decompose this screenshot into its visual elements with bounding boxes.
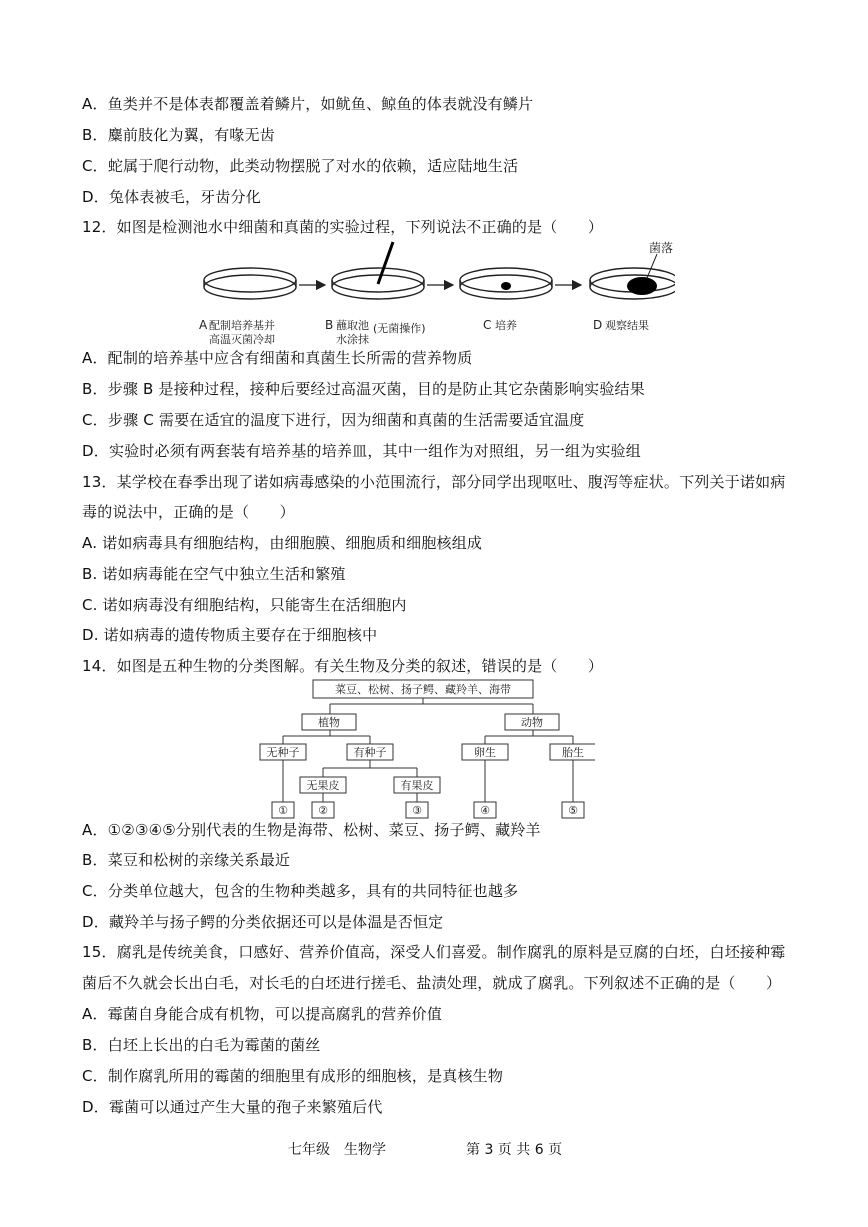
leaf-3-label: ③ xyxy=(412,804,422,817)
has-pericarp-label: 有果皮 xyxy=(400,779,434,792)
q12-experiment-figure xyxy=(195,240,675,345)
cotton-swab-icon xyxy=(378,242,393,284)
no-seed-label: 无种子 xyxy=(266,746,300,759)
leaf-5-label: ⑤ xyxy=(568,804,578,817)
small-colony xyxy=(501,282,511,290)
step-d-letter: D xyxy=(593,318,603,332)
step-c-line1: 培养 xyxy=(495,319,517,332)
q11-option-d: D．兔体表被毛，牙齿分化 xyxy=(82,188,261,206)
oviparous-label: 卵生 xyxy=(474,746,496,759)
petri-dish-b xyxy=(332,242,424,299)
step-b-line2: 水涂抹 xyxy=(336,333,369,345)
step-b-line1: 蘸取池 xyxy=(336,319,369,332)
footer-grade-subject: 七年级 生物学 xyxy=(288,1142,386,1158)
step-d-line1: 观察结果 xyxy=(605,319,649,332)
q12-option-a: A．配制的培养基中应含有细菌和真菌生长所需的营养物质 xyxy=(82,349,473,367)
colony-pointer xyxy=(647,254,657,278)
q11-option-a: A．鱼类并不是体表都覆盖着鳞片，如鱿鱼、鲸鱼的体表就没有鳞片 xyxy=(82,95,534,113)
q12-stem: 12．如图是检测池水中细菌和真菌的实验过程，下列说法不正确的是（ ） xyxy=(82,218,604,236)
colony-label: 菌落 xyxy=(649,241,674,255)
leaf-4-label: ④ xyxy=(480,804,490,817)
has-seed-label: 有种子 xyxy=(353,746,387,759)
footer-page-number: 第 3 页 共 6 页 xyxy=(466,1142,563,1158)
step-a-line1: 配制培养基并 xyxy=(209,319,275,332)
q13-stem-1: 13．某学校在春季出现了诺如病毒感染的小范围流行，部分同学出现呕吐、腹泻等症状。下列关于诺如病 xyxy=(82,473,786,491)
q14-option-a: A．①②③④⑤分别代表的生物是海带、松树、菜豆、扬子鳄、藏羚羊 xyxy=(82,821,541,839)
large-colony xyxy=(627,277,657,295)
plant-label: 植物 xyxy=(318,716,340,729)
q14-option-c: C．分类单位越大，包含的生物种类越多，具有的共同特征也越多 xyxy=(82,882,519,900)
q12-option-d: D．实验时必须有两套装有培养基的培养皿，其中一组作为对照组，另一组为实验组 xyxy=(82,442,641,460)
leaf-2-label: ② xyxy=(318,804,328,817)
q15-option-a: A．霉菌自身能合成有机物，可以提高腐乳的营养价值 xyxy=(82,1005,443,1023)
q13-option-d: D. 诺如病毒的遗传物质主要存在于细胞核中 xyxy=(82,626,378,644)
petri-dish-a xyxy=(204,268,296,299)
leaf-1-label: ① xyxy=(278,804,288,817)
q13-option-c: C. 诺如病毒没有细胞结构，只能寄生在活细胞内 xyxy=(82,596,407,614)
q15-option-b: B．白坯上长出的白毛为霉菌的菌丝 xyxy=(82,1036,321,1054)
no-pericarp-label: 无果皮 xyxy=(306,779,340,792)
q13-option-b: B. 诺如病毒能在空气中独立生活和繁殖 xyxy=(82,565,346,583)
step-c-letter: C xyxy=(483,318,492,332)
q12-option-c: C．步骤 C 需要在适宜的温度下进行，因为细菌和真菌的生活需要适宜温度 xyxy=(82,411,585,429)
q14-option-d: D．藏羚羊与扬子鳄的分类依据还可以是体温是否恒定 xyxy=(82,913,444,931)
step-a-line2: 高温灭菌冷却 xyxy=(209,333,275,345)
step-b-extra: (无菌操作) xyxy=(373,322,426,335)
root-label: 菜豆、松树、扬子鳄、藏羚羊、海带 xyxy=(335,683,511,696)
q15-stem-1: 15．腐乳是传统美食，口感好、营养价值高，深受人们喜爱。制作腐乳的原料是豆腐的白坯，白坯接种霉 xyxy=(82,943,786,961)
q15-option-d: D．霉菌可以通过产生大量的孢子来繁殖后代 xyxy=(82,1098,383,1116)
q15-option-c: C．制作腐乳所用的霉菌的细胞里有成形的细胞核，是真核生物 xyxy=(82,1067,504,1085)
q13-option-a: A. 诺如病毒具有细胞结构，由细胞膜、细胞质和细胞核组成 xyxy=(82,534,483,552)
q13-stem-2: 毒的说法中，正确的是（ ） xyxy=(82,503,295,521)
q11-option-c: C．蛇属于爬行动物，此类动物摆脱了对水的依赖，适应陆地生活 xyxy=(82,157,519,175)
petri-dish-d xyxy=(590,254,675,299)
q11-option-b: B．麋前肢化为翼，有喙无齿 xyxy=(82,126,275,144)
q14-stem: 14．如图是五种生物的分类图解。有关生物及分类的叙述，错误的是（ ） xyxy=(82,657,604,675)
q14-option-b: B．菜豆和松树的亲缘关系最近 xyxy=(82,851,291,869)
q15-stem-2: 菌后不久就会长出白毛，对长毛的白坯进行搓毛、盐渍处理，就成了腐乳。下列叙述不正确的是（ ） xyxy=(82,974,782,992)
q14-classification-figure xyxy=(255,678,595,820)
animal-label: 动物 xyxy=(521,716,543,729)
step-a-letter: A xyxy=(199,318,208,332)
step-b-letter: B xyxy=(325,318,334,332)
q12-option-b: B．步骤 B 是接种过程，接种后要经过高温灭菌，目的是防止其它杂菌影响实验结果 xyxy=(82,380,645,398)
petri-dish-c xyxy=(460,268,552,299)
viviparous-label: 胎生 xyxy=(562,746,584,759)
